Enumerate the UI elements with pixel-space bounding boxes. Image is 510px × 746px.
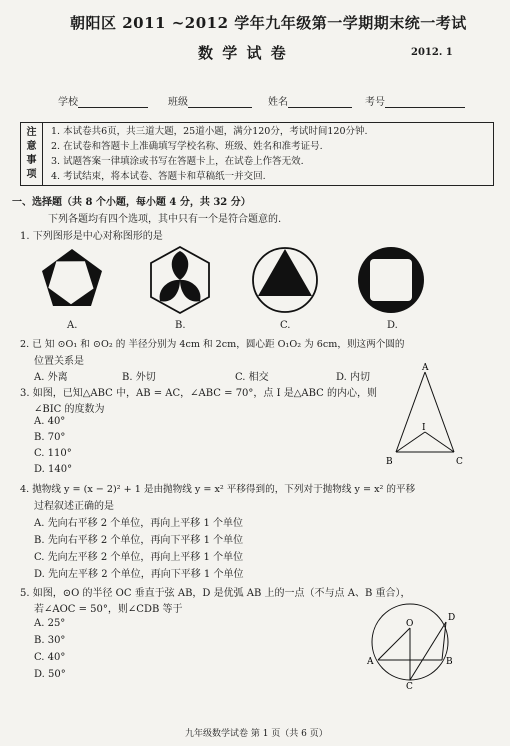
q5-option-a: A. 25° — [34, 618, 66, 629]
q4-option-b: B. 先向右平移 2 个单位，再向下平移 1 个单位 — [34, 535, 244, 546]
q1-figure-c — [253, 248, 317, 312]
q1-figure-b — [151, 247, 209, 313]
q1-label-a: A. — [67, 320, 78, 331]
q3-option-b: B. 70° — [34, 432, 66, 443]
q1-label-c: C. — [280, 320, 291, 331]
name-label: 姓名 — [268, 97, 288, 108]
notice-heading: 注 意 事 项 — [21, 123, 43, 185]
q3-label-a: A — [422, 363, 429, 373]
q5-label-o: O — [406, 619, 414, 629]
q5-stem: 5. 如图，⊙O 的半径 OC 垂直于弦 AB，D 是优弧 AB 上的一点（不与点 A、B 重合）， — [20, 588, 411, 599]
notice-box — [20, 122, 494, 186]
exam-title: 朝阳区 2011 ~2012 学年九年级第一学期期末统一考试 — [70, 14, 467, 32]
q3-triangle-figure — [380, 362, 480, 472]
class-label: 班级 — [168, 97, 188, 108]
class-field — [168, 93, 252, 108]
q3-stem: 3. 如图，已知△ABC 中，AB = AC，∠ABC = 70°，点 I 是△ABC 的内心，则 — [20, 388, 378, 399]
notice-item: 1. 本试卷共6页，共三道大题，25道小题，满分120分，考试时间120分钟. — [51, 126, 368, 137]
q1-label-b: B. — [175, 320, 186, 331]
q5-label-a: A — [367, 657, 374, 667]
exam-no-label: 考号 — [365, 97, 385, 108]
q4-option-d: D. 先向左平移 2 个单位，再向下平移 1 个单位 — [34, 569, 244, 580]
name-field — [268, 93, 352, 108]
name-blank — [288, 97, 352, 108]
q5-label-c: C — [406, 682, 413, 690]
notice-item: 3. 试题答案一律填涂或书写在答题卡上，在试卷上作答无效. — [51, 156, 304, 167]
q5-option-b: B. 30° — [34, 635, 66, 646]
exam-subtitle: 数 学 试 卷 — [198, 44, 288, 62]
q3-label-c: C — [456, 457, 463, 467]
q1-label-d: D. — [387, 320, 398, 331]
exam-no-field — [365, 93, 465, 108]
notice-items — [51, 124, 368, 184]
q2-stem: 2. 已 知 ⊙O₁ 和 ⊙O₂ 的 半径分别为 4cm 和 2cm，圆心距 O₁O₂ 为 6cm，则这两个圆的 — [20, 339, 405, 350]
q2-option-b: B. 外切 — [122, 372, 156, 383]
school-blank — [78, 97, 148, 108]
q5-option-c: C. 40° — [34, 652, 66, 663]
q5-label-b: B — [446, 657, 453, 667]
q2-option-c: C. 相交 — [235, 372, 269, 383]
q3-label-i: I — [422, 423, 426, 433]
q1-figure-a — [41, 248, 103, 310]
section-heading: 一、选择题（共 8 个小题，每小题 4 分，共 32 分） — [12, 197, 251, 208]
school-field — [58, 93, 148, 108]
notice-item: 4. 考试结束，将本试卷、答题卡和草稿纸一并交回. — [51, 171, 266, 182]
q3-option-d: D. 140° — [34, 464, 73, 475]
q3-option-a: A. 40° — [34, 416, 66, 427]
q2-option-d: D. 内切 — [336, 372, 371, 383]
q5-label-d: D — [448, 613, 456, 623]
q4-stem: 4. 抛物线 y = (x − 2)² + 1 是由抛物线 y = x² 平移得到的，下列对于抛物线 y = x² 的平移 — [20, 484, 416, 495]
q2-stem-cont: 位置关系是 — [34, 356, 84, 367]
class-blank — [188, 97, 252, 108]
exam-no-blank — [385, 97, 465, 108]
q1-figure-d — [358, 247, 424, 313]
q3-stem-cont: ∠BIC 的度数为 — [34, 404, 105, 415]
page-footer: 九年级数学试卷 第 1 页（共 6 页） — [185, 729, 328, 739]
q3-label-b: B — [386, 457, 393, 467]
q1-stem: 1. 下列图形是中心对称图形的是 — [20, 231, 163, 242]
q4-stem-cont: 过程叙述正确的是 — [34, 501, 114, 512]
exam-date: 2012. 1 — [411, 47, 453, 58]
school-label: 学校 — [58, 97, 78, 108]
q4-option-a: A. 先向右平移 2 个单位，再向上平移 1 个单位 — [34, 518, 244, 529]
q2-option-a: A. 外离 — [34, 372, 68, 383]
q5-option-d: D. 50° — [34, 669, 66, 680]
section-instruction: 下列各题均有四个选项，其中只有一个是符合题意的. — [48, 214, 282, 225]
q5-stem-cont: 若∠AOC = 50°，则∠CDB 等于 — [34, 604, 183, 615]
q1-figures — [30, 243, 490, 318]
q3-option-c: C. 110° — [34, 448, 72, 459]
q5-circle-figure — [362, 598, 462, 690]
q4-option-c: C. 先向左平移 2 个单位，再向上平移 1 个单位 — [34, 552, 244, 563]
notice-item: 2. 在试卷和答题卡上准确填写学校名称、班级、姓名和准考证号. — [51, 141, 323, 152]
